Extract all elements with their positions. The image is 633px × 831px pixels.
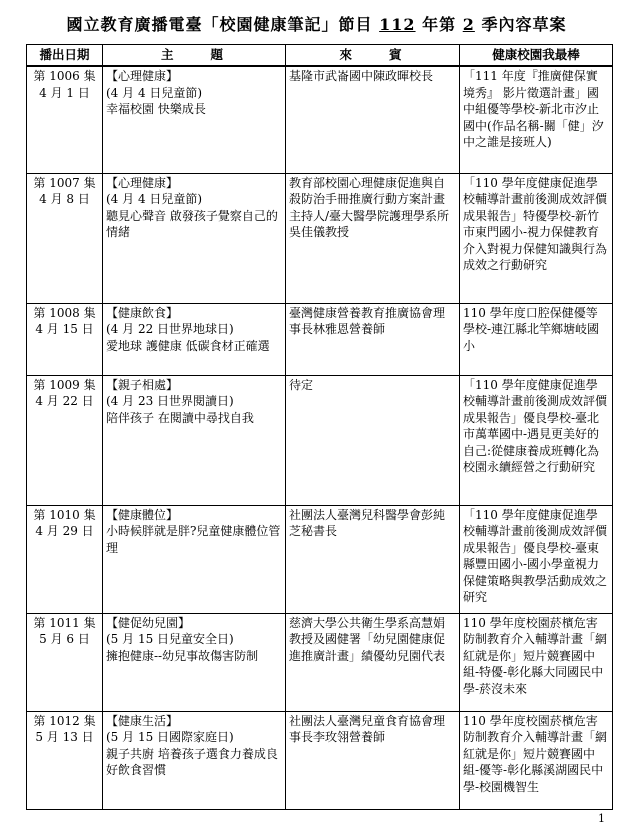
table-row xyxy=(27,375,613,505)
topic-line: 【健康生活】 xyxy=(106,713,179,728)
topic-line: 陪伴孩子 在閱讀中尋找自我 xyxy=(106,410,254,425)
air-date: 5 月 13 日 xyxy=(35,730,94,744)
topic-line: 【心理健康】 xyxy=(106,175,179,190)
cell-topic xyxy=(103,303,286,375)
cell-topic xyxy=(103,613,286,711)
document-title xyxy=(0,12,633,35)
topic-line: (4 月 4 日兒童節) xyxy=(106,192,203,206)
cell-date xyxy=(27,375,103,505)
cell-date xyxy=(27,613,103,711)
topic-line: (5 月 15 日國際家庭日) xyxy=(106,730,234,744)
topic-line: 【健促幼兒園】 xyxy=(106,615,191,630)
header-row xyxy=(27,45,613,67)
title-prefix: 國立教育廣播電臺「校園健康筆記」節目 xyxy=(66,15,373,34)
topic-line: 【健康飲食】 xyxy=(106,305,179,320)
air-date: 5 月 6 日 xyxy=(39,632,90,646)
cell-guest: 待定 xyxy=(286,375,460,505)
header-guest: 來 賓 xyxy=(286,45,460,67)
header-date: 播出日期 xyxy=(27,45,103,67)
topic-line: 【親子相處】 xyxy=(106,377,179,392)
table-row xyxy=(27,173,613,303)
topic-line: (4 月 22 日世界地球日) xyxy=(106,322,234,336)
cell-best: 「110 學年度健康促進學校輔導計畫前後測成效評價成果報告」特優學校-新竹市東門國小-視力保健教育介入對視力保健知識與行為成效之行動研究 xyxy=(460,173,613,303)
episode-number: 第 1012 集 xyxy=(33,713,96,728)
cell-guest: 臺灣健康營養教育推廣協會理事長林雅恩營養師 xyxy=(286,303,460,375)
cell-topic xyxy=(103,173,286,303)
topic-line: 小時候胖就是胖?兒童健康體位管理 xyxy=(106,524,281,555)
cell-topic xyxy=(103,711,286,809)
cell-date xyxy=(27,66,103,173)
air-date: 4 月 8 日 xyxy=(39,192,90,206)
topic-line: (5 月 15 日兒童安全日) xyxy=(106,632,234,646)
table-row xyxy=(27,613,613,711)
cell-best: 「110 學年度健康促進學校輔導計畫前後測成效評價成果報告」優良學校-臺北市萬華國中-遇見更美好的自己:從健康養成班轉化為校園永續經營之行動研究 xyxy=(460,375,613,505)
cell-date xyxy=(27,173,103,303)
air-date: 4 月 15 日 xyxy=(35,322,94,336)
cell-best: 「111 年度『推廣健保實境秀』 影片徵選計畫」國中組優等學校-新北市汐止國中(作品名稱-關「健」汐中之誰是接班人) xyxy=(460,66,613,173)
episode-number: 第 1008 集 xyxy=(33,305,96,320)
cell-topic xyxy=(103,66,286,173)
episode-number: 第 1006 集 xyxy=(33,69,96,83)
title-year: 112 xyxy=(379,15,416,34)
topic-line: 幸福校園 快樂成長 xyxy=(106,102,206,116)
episode-number: 第 1011 集 xyxy=(33,615,96,630)
cell-guest: 教育部校園心理健康促進與自殺防治手冊推廣行動方案計畫主持人/臺大醫學院護理學系所吳佳儀教授 xyxy=(286,173,460,303)
header-best: 健康校園我最棒 xyxy=(460,45,613,67)
topic-line: 擁抱健康--幼兒事故傷害防制 xyxy=(106,648,259,663)
topic-line: 聽見心聲音 啟發孩子覺察自己的情緒 xyxy=(106,208,278,239)
cell-topic xyxy=(103,505,286,613)
table-row xyxy=(27,66,613,173)
cell-best: 110 學年度校園菸檳危害防制教育介入輔導計畫「網紅就是你」短片競賽國中組-特優-彰化縣大同國民中學-菸沒未來 xyxy=(460,613,613,711)
header-topic: 主 題 xyxy=(103,45,286,67)
episode-number: 第 1007 集 xyxy=(33,175,96,190)
table-row xyxy=(27,505,613,613)
topic-line: (4 月 23 日世界閱讀日) xyxy=(106,394,234,408)
air-date: 4 月 29 日 xyxy=(35,524,94,538)
topic-line: 【心理健康】 xyxy=(106,69,179,83)
topic-line: (4 月 4 日兒童節) xyxy=(106,85,203,100)
table-row xyxy=(27,711,613,809)
topic-line: 【健康體位】 xyxy=(106,507,179,522)
schedule-table xyxy=(26,44,613,810)
title-suffix: 季內容草案 xyxy=(481,15,567,34)
topic-line: 愛地球 護健康 低碳食材正確選 xyxy=(106,338,270,353)
episode-number: 第 1009 集 xyxy=(33,377,96,392)
title-season: 2 xyxy=(462,15,475,34)
topic-line: 親子共廚 培養孩子選食力養成良好飲食習慣 xyxy=(106,746,278,777)
cell-guest: 慈濟大學公共衛生學系高慧娟教授及國健署「幼兒園健康促進推廣計畫」績優幼兒園代表 xyxy=(286,613,460,711)
cell-guest: 社團法人臺灣兒童食育協會理事長李玫翎營養師 xyxy=(286,711,460,809)
cell-best: 「110 學年度健康促進學校輔導計畫前後測成效評價成果報告」優良學校-臺東縣豐田國小-國小學童視力保健策略與教學活動成效之研究 xyxy=(460,505,613,613)
cell-best: 110 學年度校園菸檳危害防制教育介入輔導計畫「網紅就是你」短片競賽國中組-優等-彰化縣溪湖國民中學-校園機智生 xyxy=(460,711,613,809)
cell-date xyxy=(27,711,103,809)
cell-best: 110 學年度口腔保健優等學校-連江縣北竿鄉塘岐國小 xyxy=(460,303,613,375)
page-number: 1 xyxy=(598,812,605,825)
cell-date xyxy=(27,505,103,613)
episode-number: 第 1010 集 xyxy=(33,507,96,522)
air-date: 4 月 1 日 xyxy=(39,85,90,100)
air-date: 4 月 22 日 xyxy=(35,394,94,408)
table-row xyxy=(27,303,613,375)
cell-guest: 基隆市武崙國中陳政暉校長 xyxy=(286,66,460,173)
cell-date xyxy=(27,303,103,375)
title-mid: 年第 xyxy=(422,15,457,34)
cell-guest: 社團法人臺灣兒科醫學會彭純芝秘書長 xyxy=(286,505,460,613)
cell-topic xyxy=(103,375,286,505)
